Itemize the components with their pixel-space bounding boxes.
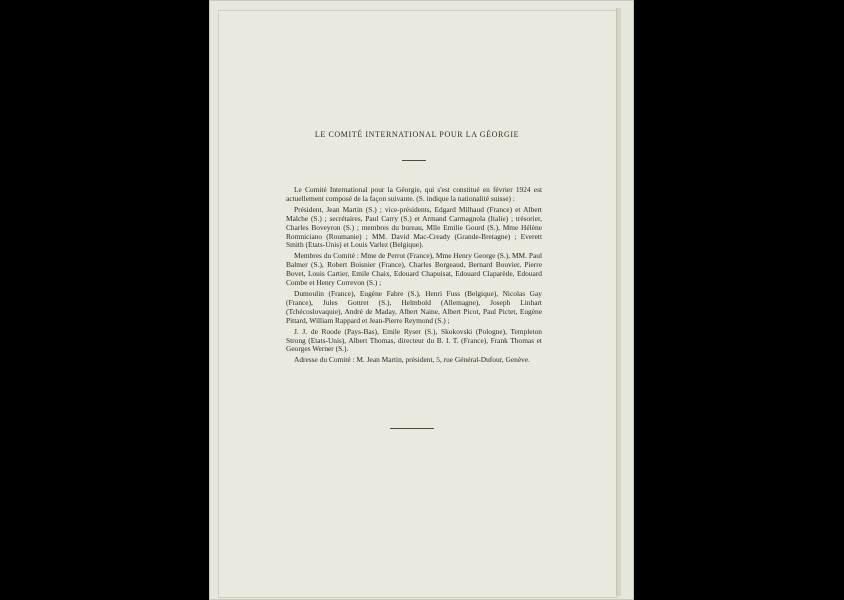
- members-paragraph: Membres du Comité : Mme de Perrot (France), Mme Henry George (S.), MM. Paul Balmer (S.), Robert Boisnier (France), Charles Borgeaud, Bernard Bouvier, Pierre Bovet, Louis Cartier, Emile Chaix, Edouard Chapuisat, Edouard Claparède, Edouard Combe et Henry Correvon (S.) ;: [286, 251, 542, 288]
- document-title: LE COMITÉ INTERNATIONAL POUR LA GÉORGIE: [314, 130, 520, 139]
- intro-paragraph: Le Comité International pour la Géorgie, qui s'est constitué en février 1924 est actuellement composé de la façon suivante. (S. indique la nationalité suisse) :: [286, 185, 542, 203]
- officers-paragraph: Président, Jean Martin (S.) ; vice-présidents, Edgard Milhaud (France) et Albert Malche (S.) ; secrétaires, Paul Carry (S.) et Armand Carmagnola (Italie) ; trésorier, Charles Boveyron (S.) ; membres du bureau, Mlle Emilie Gourd (S.), Mme Hélène Romniciano (Roumanie) ; MM. David Mac-Cready (Grande-Bretagne) ; Everett Smith (Etats-Unis) et Louis Varlez (Belgique).: [286, 204, 542, 250]
- address-paragraph: Adresse du Comité : M. Jean Martin, président, 5, rue Général-Dufour, Genève.: [294, 355, 530, 365]
- page-edge: [616, 8, 621, 596]
- members-final-paragraph: J. J. de Roode (Pays-Bas), Emile Ryser (S.), Skokovski (Pologne), Templeton Strong (Etats-Unis), Albert Thomas, directeur du B. I. T. (France), Frank Thomas et Georges Werner (S.).: [286, 326, 542, 354]
- end-divider: [390, 428, 434, 429]
- title-divider: [402, 160, 426, 161]
- document-body: [286, 186, 542, 367]
- members-continued-paragraph: Dumoulin (France), Eugène Fabre (S.), Henri Fuss (Belgique), Nicolas Gay (France), Jules Gottret (S.), Helmbold (Allemagne), Joseph Linhart (Tchécoslovaquie), André de Maday, Albert Naine, Albert Picot, Paul Pictet, Eugène Pittard, William Rappard et Jean-Pierre Reymond (S.) ;: [286, 288, 542, 325]
